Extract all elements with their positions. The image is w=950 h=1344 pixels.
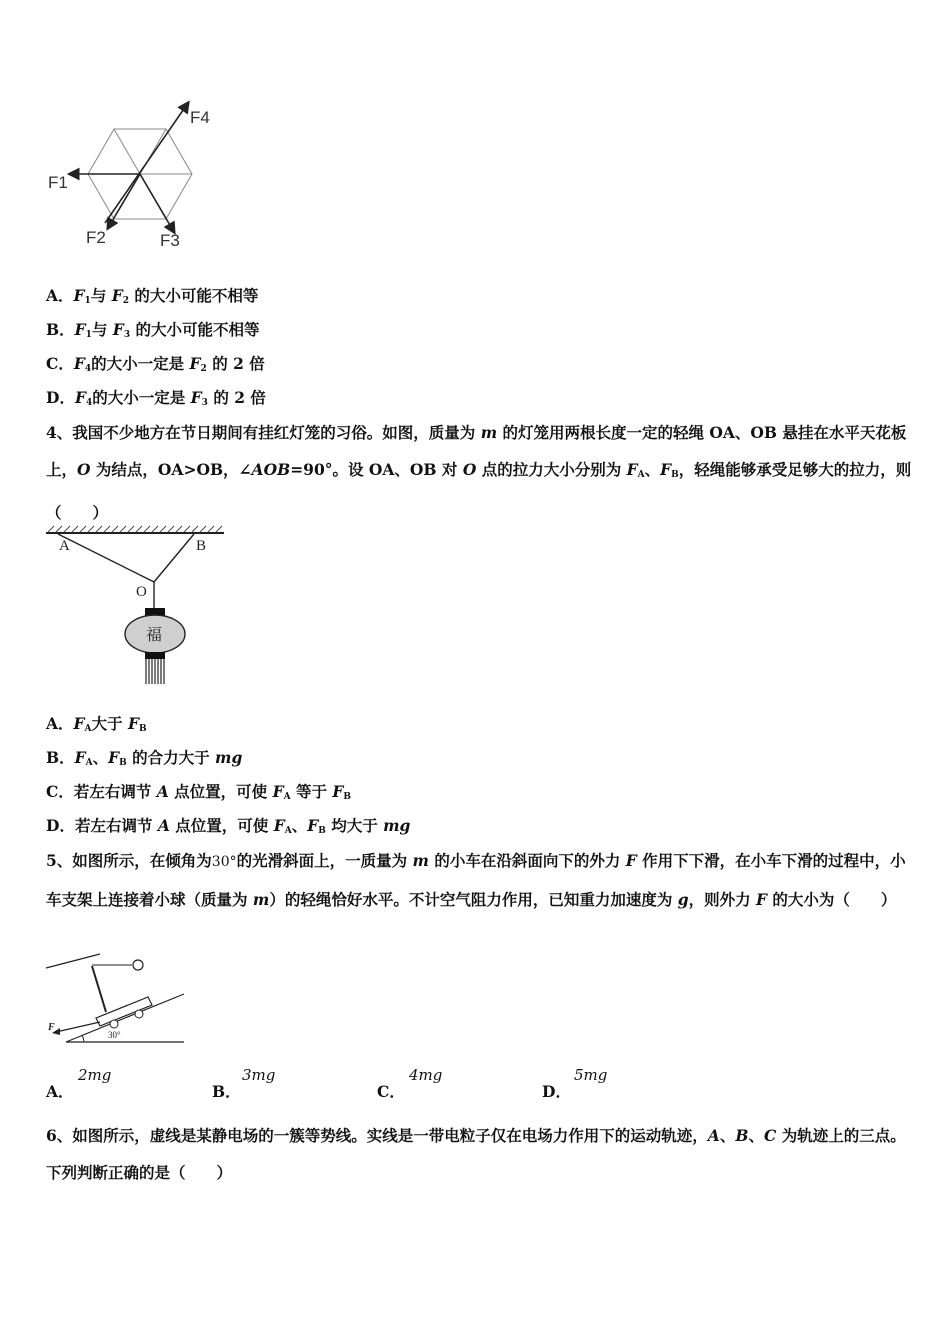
q4-option-a[interactable]: A．$F_A$大于 $F_B$ bbox=[46, 714, 147, 734]
q4-option-d[interactable]: D．若左右调节 A 点位置，可使 $F_A$、$F_B$ 均大于 mg bbox=[46, 816, 411, 836]
q3-option-d[interactable]: D．$F_4$的大小一定是 $F_3$ 的 2 倍 bbox=[46, 388, 266, 408]
lantern-character: 福 bbox=[146, 625, 163, 644]
f2-arrow bbox=[108, 174, 140, 228]
force-label: F bbox=[48, 1022, 55, 1033]
q3-option-c[interactable]: C．$F_4$的大小一定是 $F_2$ 的 2 倍 bbox=[46, 354, 265, 374]
cart-body bbox=[96, 997, 152, 1026]
q4-stem: 4、我国不少地方在节日期间有挂红灯笼的习俗。如图，质量为 m 的灯笼用两根长度一定的轻绳 OA、OB 悬挂在水平天花板上，O 为结点，OA>OB，∠AOB=90°。设 OA、OB 对 O 点的拉力大小分别为 $F_A$、$F_B$，轻绳能够承受足够大的拉力，则（ ） bbox=[46, 423, 912, 522]
f3-label: F3 bbox=[160, 231, 180, 250]
force-hexagon-figure bbox=[40, 95, 230, 255]
angle-arc bbox=[82, 1035, 84, 1042]
f4-arrow bbox=[105, 103, 188, 223]
lantern-figure bbox=[44, 524, 234, 694]
f3-arrow bbox=[140, 174, 174, 232]
q4-option-c[interactable]: C．若左右调节 A 点位置，可使 $F_A$ 等于 $F_B$ bbox=[46, 782, 351, 802]
f1-label: F1 bbox=[48, 173, 68, 192]
ball bbox=[133, 960, 143, 970]
f2-label: F2 bbox=[86, 228, 106, 247]
q5-stem: 5、如图所示，在倾角为30°的光滑斜面上，一质量为 m 的小车在沿斜面向下的外力 F 作用下下滑，在小车下滑的过程中，小车支架上连接着小球（质量为 m）的轻绳恰好水平。不计空气阻力作用，已知重力加速度为 g，则外力 F 的大小为（ ） bbox=[46, 851, 906, 909]
support-post bbox=[92, 966, 106, 1012]
q3-option-b[interactable]: B．$F_1$与 $F_3$ 的大小可能不相等 bbox=[46, 320, 260, 340]
angle-label: 30° bbox=[108, 1030, 121, 1040]
label-o: O bbox=[136, 584, 147, 600]
q3-option-a[interactable]: A．$F_1$与 $F_2$ 的大小可能不相等 bbox=[46, 286, 259, 306]
upper-line bbox=[46, 954, 100, 968]
lantern-cap-bottom bbox=[145, 652, 165, 659]
label-b: B bbox=[196, 538, 207, 554]
incline-cart-figure bbox=[44, 952, 194, 1047]
q4-option-b[interactable]: B．$F_A$、$F_B$ 的合力大于 mg bbox=[46, 748, 243, 768]
label-a: A bbox=[59, 538, 70, 554]
lantern-tassel bbox=[146, 659, 164, 684]
q6-stem: 6、如图所示，虚线是某静电场的一簇等势线。实线是一带电粒子仅在电场力作用下的运动轨迹，A、B、C 为轨迹上的三点。下列判断正确的是（ ） bbox=[46, 1126, 906, 1182]
incline-line bbox=[66, 994, 184, 1042]
cart-wheel-right bbox=[135, 1010, 143, 1018]
cart-wheel-left bbox=[110, 1020, 118, 1028]
rope-ob bbox=[154, 534, 194, 582]
ceiling-hatch bbox=[48, 526, 222, 532]
rope-oa bbox=[58, 534, 154, 582]
f4-label: F4 bbox=[190, 108, 210, 127]
